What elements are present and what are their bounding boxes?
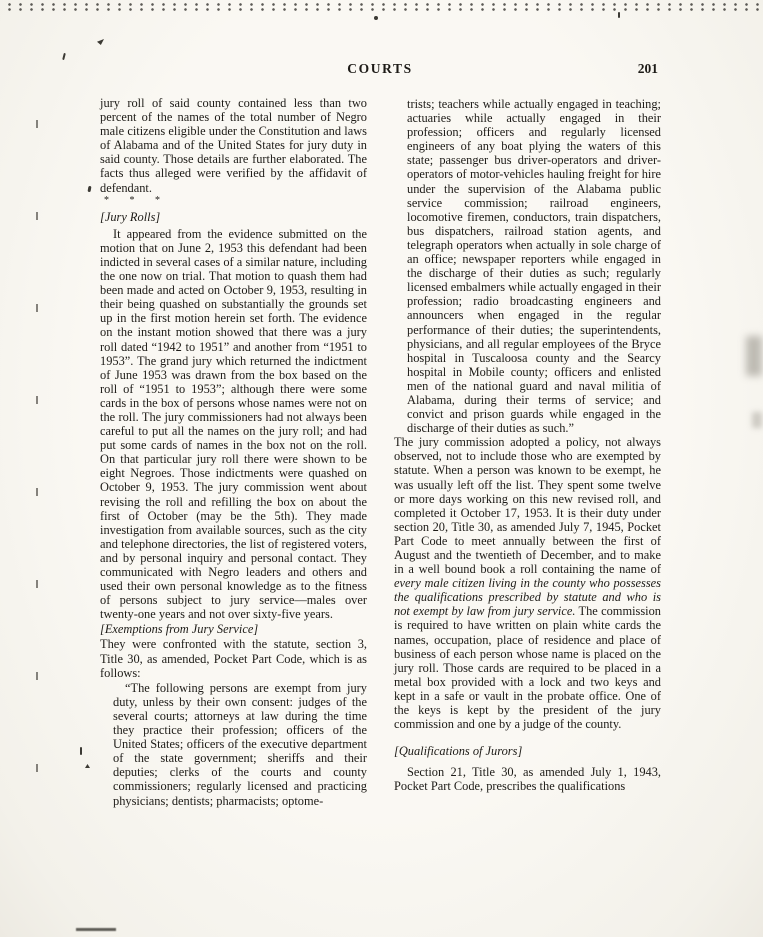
body-paragraph-continued: jury roll of said county contained less than two percent of the names of the total number of Negro male citizens eligible under the Constitution and laws of Alabama and of the United States for jury duty in said county. Those details are further elaborated. The facts thus alleged were verified by the affidavit of defendant.	[100, 96, 367, 195]
page-top-edge-dots	[4, 2, 763, 12]
statute-quote-part2: trists; teachers while actually engaged in teaching; actuaries while actually engaged in their profession; officers and regularly licensed engineers of any boat plying the waters of this state; passenger bus driver-operators and driver-operators of motor-vehicles hauling freight for hire under the supervision of the Alabama public service commission; railroad engineers, locomotive firemen, conductors, train dispatchers, bus dispatchers, railroad station agents, and telegraph operators when actually in sole charge of an office; newspaper reporters while engaged in the discharge of their duties as such; regularly licensed embalmers while actually engaged in their profession; radio broadcasting engineers and announcers when engaged in the regular performance of their duties; the superintendents, physicians, and all regular employees of the Bryce hospital in Tuscaloosa county and the Searcy hospital in Mobile county; officers and enlisted men of the national guard and naval militia of Alabama, during their terms of service; and convict and prison guards while engaged in the discharge of their duties as such.”	[407, 97, 661, 436]
page-header	[100, 61, 660, 79]
paragraph-italic-text: every male citizen living in the county who possesses the qualifications prescribed by statute and who is not exempt by law from jury service.	[394, 576, 661, 619]
section-heading-jury-rolls: [Jury Rolls]	[100, 209, 161, 224]
scan-artifact	[374, 16, 378, 20]
scan-artifact	[97, 39, 104, 45]
scan-smudge	[752, 412, 762, 428]
running-title: COURTS	[347, 61, 413, 76]
section-heading-qualifications: [Qualifications of Jurors]	[394, 744, 523, 759]
page-left-edge-dashes	[36, 120, 39, 820]
asterisk-separator: * * *	[104, 194, 169, 206]
left-column	[100, 96, 367, 808]
scan-artifact	[88, 186, 92, 192]
page-number: 201	[637, 61, 658, 76]
body-paragraph: They were confronted with the statute, section 3, Title 30, as amended, Pocket Part Code, which is as follows:	[100, 637, 367, 680]
body-paragraph	[394, 435, 661, 731]
paragraph-text: The jury commission adopted a policy, not always observed, not to include those who are exempted by statute. When a person was known to be exempt, he was usually left off the list. They spent some twelve or more days working on this new revised roll, and completed it October 17, 1953. It is their duty under section 20, Title 30, as amended July 7, 1945, Pocket Part Code to meet annually between the first of August and the twentieth of December, and to make in a well bound book a roll containing the name of	[394, 435, 661, 577]
section-heading-exemptions: [Exemptions from Jury Service]	[100, 622, 259, 637]
right-column	[394, 96, 661, 795]
paragraph-text: The commission is required to have written on plain white cards the names, occupation, place of residence and place of business of each person whose name is placed on the jury roll. Those cards are required to be placed in a metal box provided with a lock and two keys and kept in a safe or vault in the probate office. One of the keys is kept by the president of the jury commission and one by a judge of the county.	[394, 604, 661, 732]
scan-artifact	[80, 747, 82, 755]
scan-artifact	[618, 12, 620, 18]
scan-artifact	[76, 928, 116, 931]
body-paragraph: Section 21, Title 30, as amended July 1, 1943, Pocket Part Code, prescribes the qualifications	[394, 765, 661, 794]
scan-smudge	[746, 336, 762, 376]
scan-artifact	[62, 53, 66, 60]
statute-quote-part1: “The following persons are exempt from jury duty, unless by their own consent: judges of the several courts; attorneys at law during the time they practice their profession; officers of the United States; officers of the executive department of the state government; sheriffs and their deputies; clerks of the courts and county commissioners; regularly licensed and practicing physicians; dentists; pharmacists; optome-	[113, 680, 367, 808]
body-paragraph: It appeared from the evidence submitted on the motion that on June 2, 1953 this defendant had been indicted in several cases of a similar nature, including the one now on trial. That motion to quash them had been made and acted on October 9, 1953, resulting in their being quashed on substantially the grounds set up in the first motion herein set forth. The evidence on the instant motion showed that there was a jury roll dated “1942 to 1951” and another from “1951 to 1953”. The grand jury which returned the indictment of June 1953 was drawn from the box based on the roll of “1951 to 1953”; although there were some cards in the box of persons whose names were not on the roll. The jury commissioners had not always been careful to put all the names on the jury roll; and had put some cards of names in the box not on the roll. On that particular jury roll there were shown to be eight Negroes. Those indictments were quashed on October 9, 1953. The jury commission went about revising the roll and refilling the box on about the first of October (may be the 5th). They made investigation from available sources, such as the city and telephone directories, the list of registered voters, and by personal inquiry and personal contact. They communicated with Negro leaders and others and used their own personal knowledge as to the fitness of persons subject to jury service—males over twenty-one years and not over sixty-five years.	[100, 226, 367, 622]
scan-artifact	[85, 764, 90, 768]
